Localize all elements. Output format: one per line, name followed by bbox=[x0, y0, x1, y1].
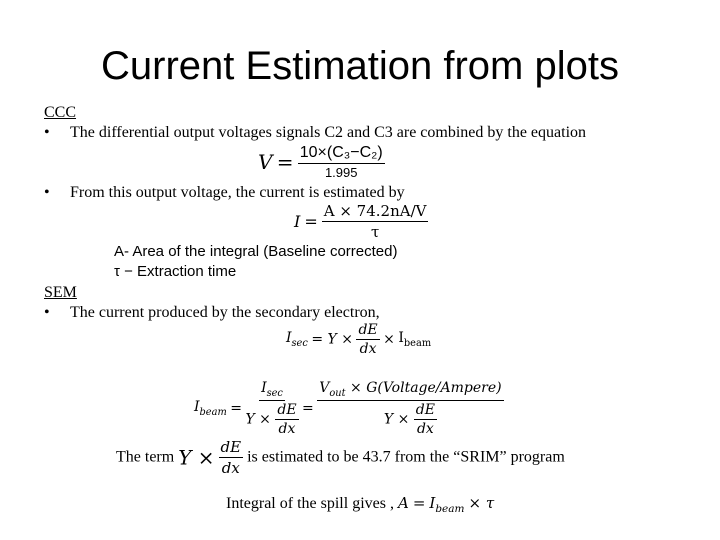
eq-numerator: 10×(C₃−C₂) bbox=[298, 144, 385, 164]
ccc-bullet-current: From this output voltage, the current is estimated by bbox=[70, 184, 405, 201]
term-suffix: is estimated to be 43.7 from the “SRIM” program bbox=[247, 448, 565, 466]
eq-symbol-v: V bbox=[258, 150, 273, 174]
term-prefix: The term bbox=[116, 448, 175, 466]
eq-equals: = bbox=[276, 150, 294, 174]
eq-equals: = bbox=[304, 212, 318, 231]
eq-fraction bbox=[322, 202, 429, 241]
eq-fraction bbox=[298, 144, 385, 180]
eq-fraction-de-dx: $\frac{dE}{dx}$ bbox=[358, 322, 378, 357]
spill-symbol-ibeam: $I_{beam}$ bbox=[429, 494, 465, 515]
eq-fraction-first: $I_{sec}$ Y × $\frac{dE}{dx}$ bbox=[245, 380, 297, 437]
sem-isec-equation bbox=[286, 322, 431, 357]
sem-spill-line bbox=[226, 494, 494, 518]
term-y-times: Y × bbox=[178, 445, 215, 470]
spill-times-tau: × τ bbox=[468, 494, 495, 512]
eq-times: × bbox=[383, 331, 395, 348]
eq-symbol-isec: $I_{sec}$ bbox=[286, 330, 308, 349]
spill-symbol-a: A bbox=[397, 494, 409, 512]
eq-fraction-second: $V_{out}$ × G(Voltage/Ampere) Y × $\frac{dE}{dx}$ bbox=[319, 380, 502, 437]
ccc-current-equation bbox=[294, 202, 428, 241]
ccc-voltage-equation bbox=[258, 144, 385, 180]
eq-equals: = bbox=[302, 400, 314, 417]
eq-denominator: 1.995 bbox=[324, 165, 358, 180]
eq-numerator: A × 74.2nA/V bbox=[323, 202, 427, 220]
bullet-marker: • bbox=[44, 124, 50, 141]
ccc-heading: CCC bbox=[44, 104, 77, 121]
spill-equals: = bbox=[412, 494, 426, 512]
eq-symbol-ibeam: $I_{beam}$ bbox=[194, 398, 227, 418]
bullet-marker: • bbox=[44, 184, 50, 201]
ccc-definition-tau: τ − Extraction time bbox=[114, 263, 237, 280]
sem-bullet-secondary: The current produced by the secondary electron, bbox=[70, 304, 380, 321]
eq-denominator: τ bbox=[370, 223, 380, 241]
term-fraction-de-dx: $\frac{dE}{dx}$ bbox=[220, 438, 242, 477]
sem-term-line bbox=[116, 438, 565, 477]
ccc-bullet-combine: The differential output voltages signals C2 and C3 are combined by the equation bbox=[70, 124, 587, 141]
eq-symbol-i: I bbox=[294, 212, 301, 231]
eq-equals: = bbox=[230, 400, 242, 417]
sem-heading: SEM bbox=[44, 284, 77, 301]
bullet-marker: • bbox=[44, 304, 50, 321]
eq-symbol-ibeam: $I_{beam}$ bbox=[398, 330, 432, 349]
ccc-definition-area: A- Area of the integral (Baseline corrected) bbox=[114, 243, 398, 260]
sem-ibeam-equation bbox=[194, 380, 504, 437]
spill-prefix: Integral of the spill gives , bbox=[226, 495, 394, 512]
eq-equals-y-times: = Y × bbox=[311, 331, 353, 348]
slide-title: Current Estimation from plots bbox=[101, 44, 619, 88]
